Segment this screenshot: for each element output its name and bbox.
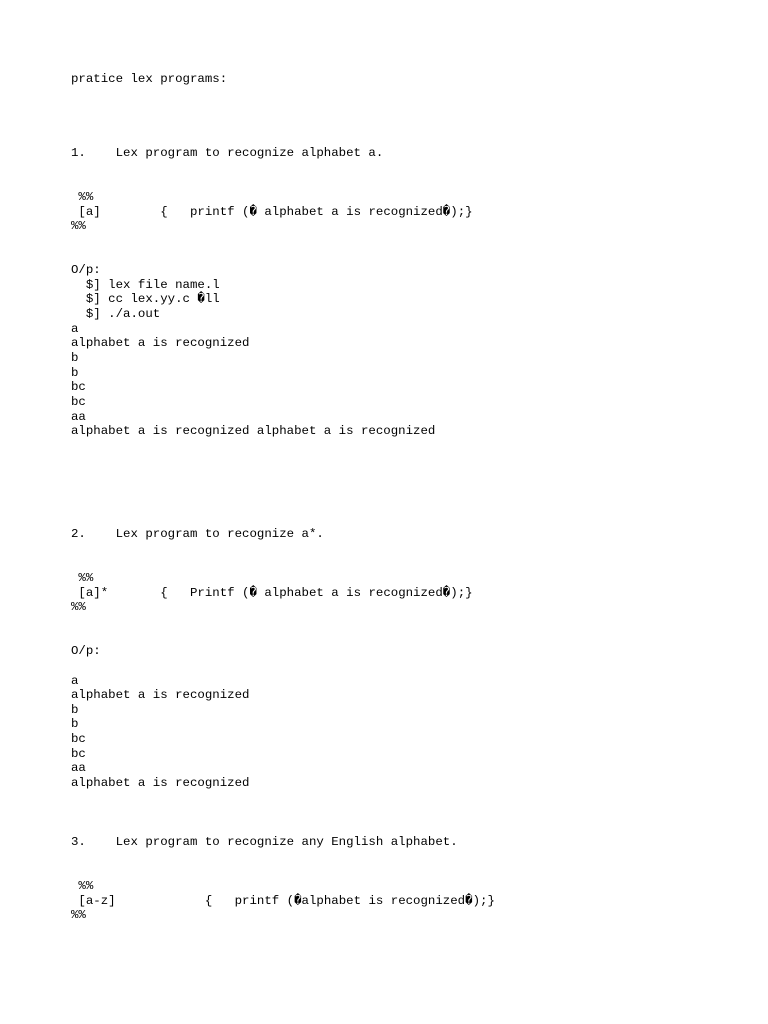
section-1-output-line: aa [71, 410, 86, 424]
section-3-code-line: %% [71, 908, 86, 922]
section-2-output-line: alphabet a is recognized [71, 776, 250, 790]
section-1-code-line: %% [71, 219, 86, 233]
section-2-output-line: bc [71, 732, 86, 746]
section-2-code-line: [a]* { Printf (� alphabet a is recognized�);} [71, 586, 473, 600]
section-3-code-line: [a-z] { printf (�alphabet is recognized�);} [71, 894, 495, 908]
section-2-code-line: %% [71, 600, 86, 614]
section-1-command-line: $] lex file name.l [71, 278, 220, 292]
section-1-code-line: [a] { printf (� alphabet a is recognized�);} [71, 205, 473, 219]
section-1-output-label: O/p: [71, 263, 101, 277]
section-1-output-line: a [71, 322, 79, 336]
section-2-output-line: aa [71, 761, 86, 775]
section-1-command-line: $] cc lex.yy.c �ll [71, 292, 220, 306]
section-1-output-line: bc [71, 380, 86, 394]
section-3-code-line: %% [71, 879, 94, 893]
section-1-output-line: alphabet a is recognized [71, 336, 250, 350]
section-1-output-line: b [71, 351, 79, 365]
section-1-output-line: b [71, 366, 79, 380]
section-1-output-line: alphabet a is recognized alphabet a is recognized [71, 424, 436, 438]
section-1-command-line: $] ./a.out [71, 307, 161, 321]
section-3-heading: 3. Lex program to recognize any English alphabet. [71, 835, 458, 849]
document-title: pratice lex programs: [71, 72, 228, 86]
section-2-heading: 2. Lex program to recognize a*. [71, 527, 324, 541]
section-2-code-line: %% [71, 571, 94, 585]
section-2-output-line: b [71, 703, 79, 717]
section-2-output-line: alphabet a is recognized [71, 688, 250, 702]
section-1-code-line: %% [71, 190, 94, 204]
section-2-output-label: O/p: [71, 644, 101, 658]
section-2-output-line: bc [71, 747, 86, 761]
section-2-output-line: b [71, 717, 79, 731]
section-1-output-line: bc [71, 395, 86, 409]
section-1-heading: 1. Lex program to recognize alphabet a. [71, 146, 384, 160]
section-2-output-line: a [71, 674, 79, 688]
